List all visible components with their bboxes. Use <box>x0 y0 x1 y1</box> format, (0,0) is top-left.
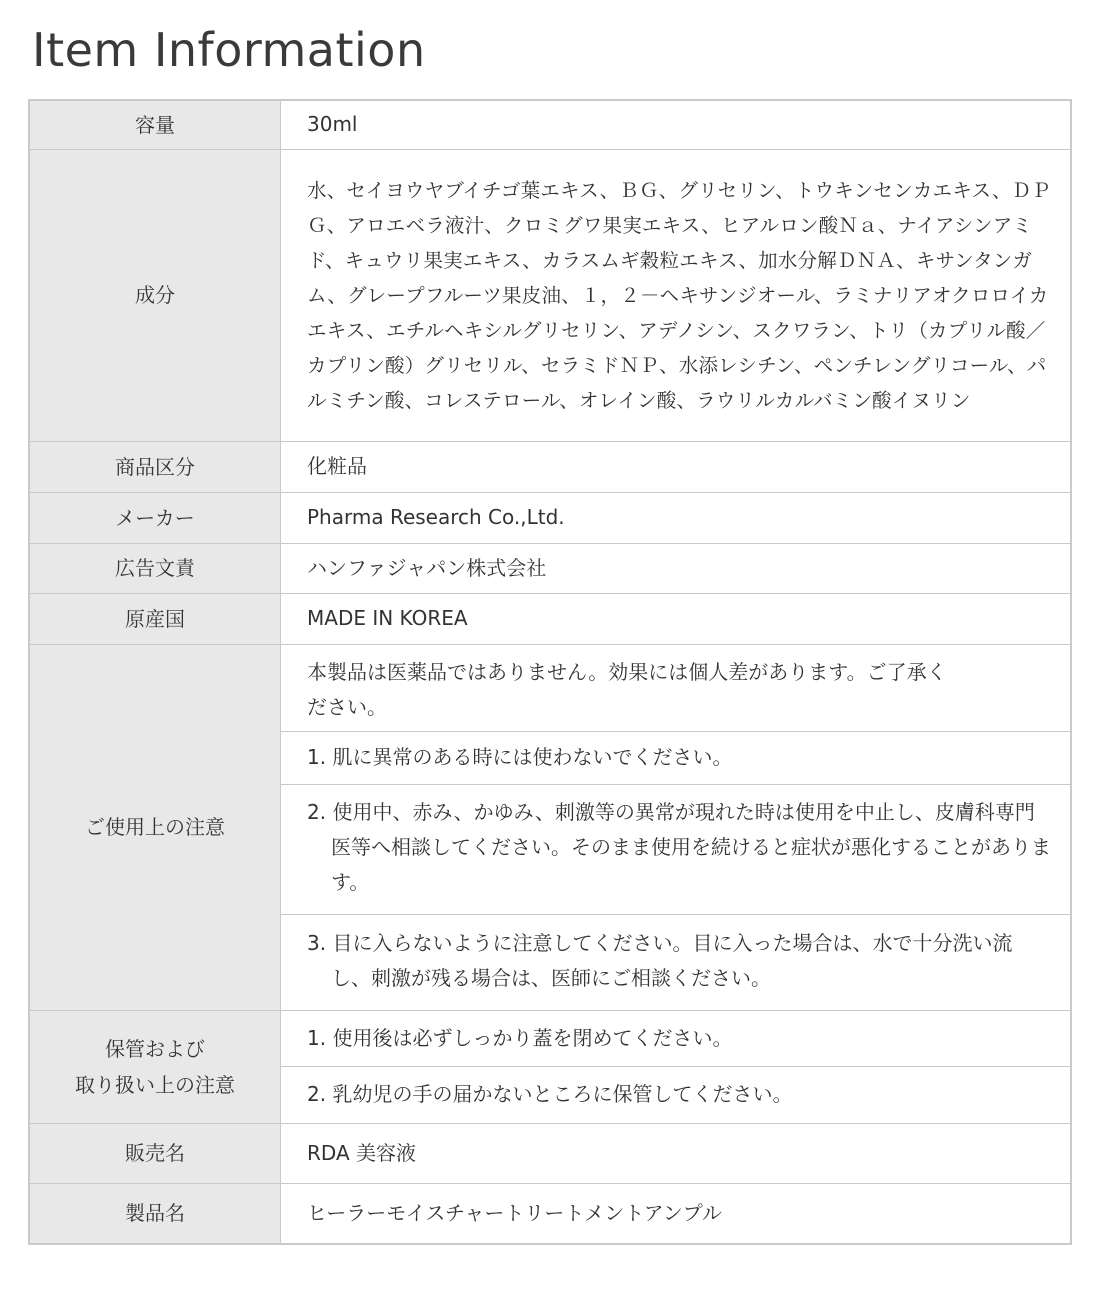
value-category: 化粧品 <box>281 441 1072 492</box>
item-info-table <box>28 99 1072 1245</box>
label-storage-notes <box>29 1010 281 1123</box>
row-maker <box>29 492 1071 543</box>
usage-note-1: 1. 肌に異常のある時には使わないでください。 <box>281 732 1070 785</box>
usage-note-2: 2. 使用中、赤み、かゆみ、刺激等の異常が現れた時は使用を中止し、皮膚科専門医等へ相談してください。そのまま使用を続けると症状が悪化することがあります。 <box>281 785 1070 915</box>
row-origin <box>29 593 1071 644</box>
value-maker: Pharma Research Co.,Ltd. <box>281 492 1072 543</box>
label-category: 商品区分 <box>29 441 281 492</box>
row-product-name <box>29 1183 1071 1244</box>
row-usage-notes <box>29 644 1071 1010</box>
row-storage-notes <box>29 1010 1071 1123</box>
label-usage-notes: ご使用上の注意 <box>29 644 281 1010</box>
row-capacity <box>29 100 1071 149</box>
label-storage-line2: 取り扱い上の注意 <box>75 1072 235 1097</box>
row-category <box>29 441 1071 492</box>
row-sales-name <box>29 1123 1071 1183</box>
usage-note-3: 3. 目に入らないように注意してください。目に入った場合は、水で十分洗い流し、刺激が残る場合は、医師にご相談ください。 <box>307 931 1013 990</box>
label-product-name: 製品名 <box>29 1183 281 1244</box>
row-advertiser <box>29 543 1071 593</box>
storage-note-2: 2. 乳幼児の手の届かないところに保管してください。 <box>307 1081 793 1106</box>
page-title: Item Information <box>32 23 426 77</box>
label-maker: メーカー <box>29 492 281 543</box>
value-storage-notes <box>281 1010 1072 1123</box>
usage-note-intro: 本製品は医薬品ではありません。効果には個人差があります。ご了承ください。 <box>281 645 1070 732</box>
value-ingredients: 水、セイヨウヤブイチゴ葉エキス、ＢＧ、グリセリン、トウキンセンカエキス、ＤＰＧ、アロエベラ液汁、クロミグワ果実エキス、ヒアルロン酸Ｎａ、ナイアシンアミド、キュウリ果実エキス、カラスムギ穀粒エキス、加水分解ＤＮＡ、キサンタンガム、グレープフルーツ果皮油、１，２－ヘキサンジオール、ラミナリアオクロロイカエキス、エチルヘキシルグリセリン、アデノシン、スクワラン、トリ（カプリル酸／カプリン酸）グリセリル、セラミドＮＰ、水添レシチン、ペンチレングリコール、パルミチン酸、コレステロール、オレイン酸、ラウリルカルバミン酸イヌリン <box>281 149 1072 441</box>
value-advertiser: ハンファジャパン株式会社 <box>281 543 1072 593</box>
label-sales-name: 販売名 <box>29 1123 281 1183</box>
storage-note-1: 1. 使用後は必ずしっかり蓋を閉めてください。 <box>281 1011 1070 1067</box>
label-advertiser: 広告文責 <box>29 543 281 593</box>
value-sales-name: RDA 美容液 <box>281 1123 1072 1183</box>
value-usage-notes <box>281 644 1072 1010</box>
label-origin: 原産国 <box>29 593 281 644</box>
label-ingredients: 成分 <box>29 149 281 441</box>
label-storage-line1: 保管および <box>105 1036 205 1061</box>
value-product-name: ヒーラーモイスチャートリートメントアンプル <box>281 1183 1072 1244</box>
row-ingredients <box>29 149 1071 441</box>
value-origin: MADE IN KOREA <box>281 593 1072 644</box>
value-capacity: 30ml <box>281 100 1072 149</box>
label-capacity: 容量 <box>29 100 281 149</box>
